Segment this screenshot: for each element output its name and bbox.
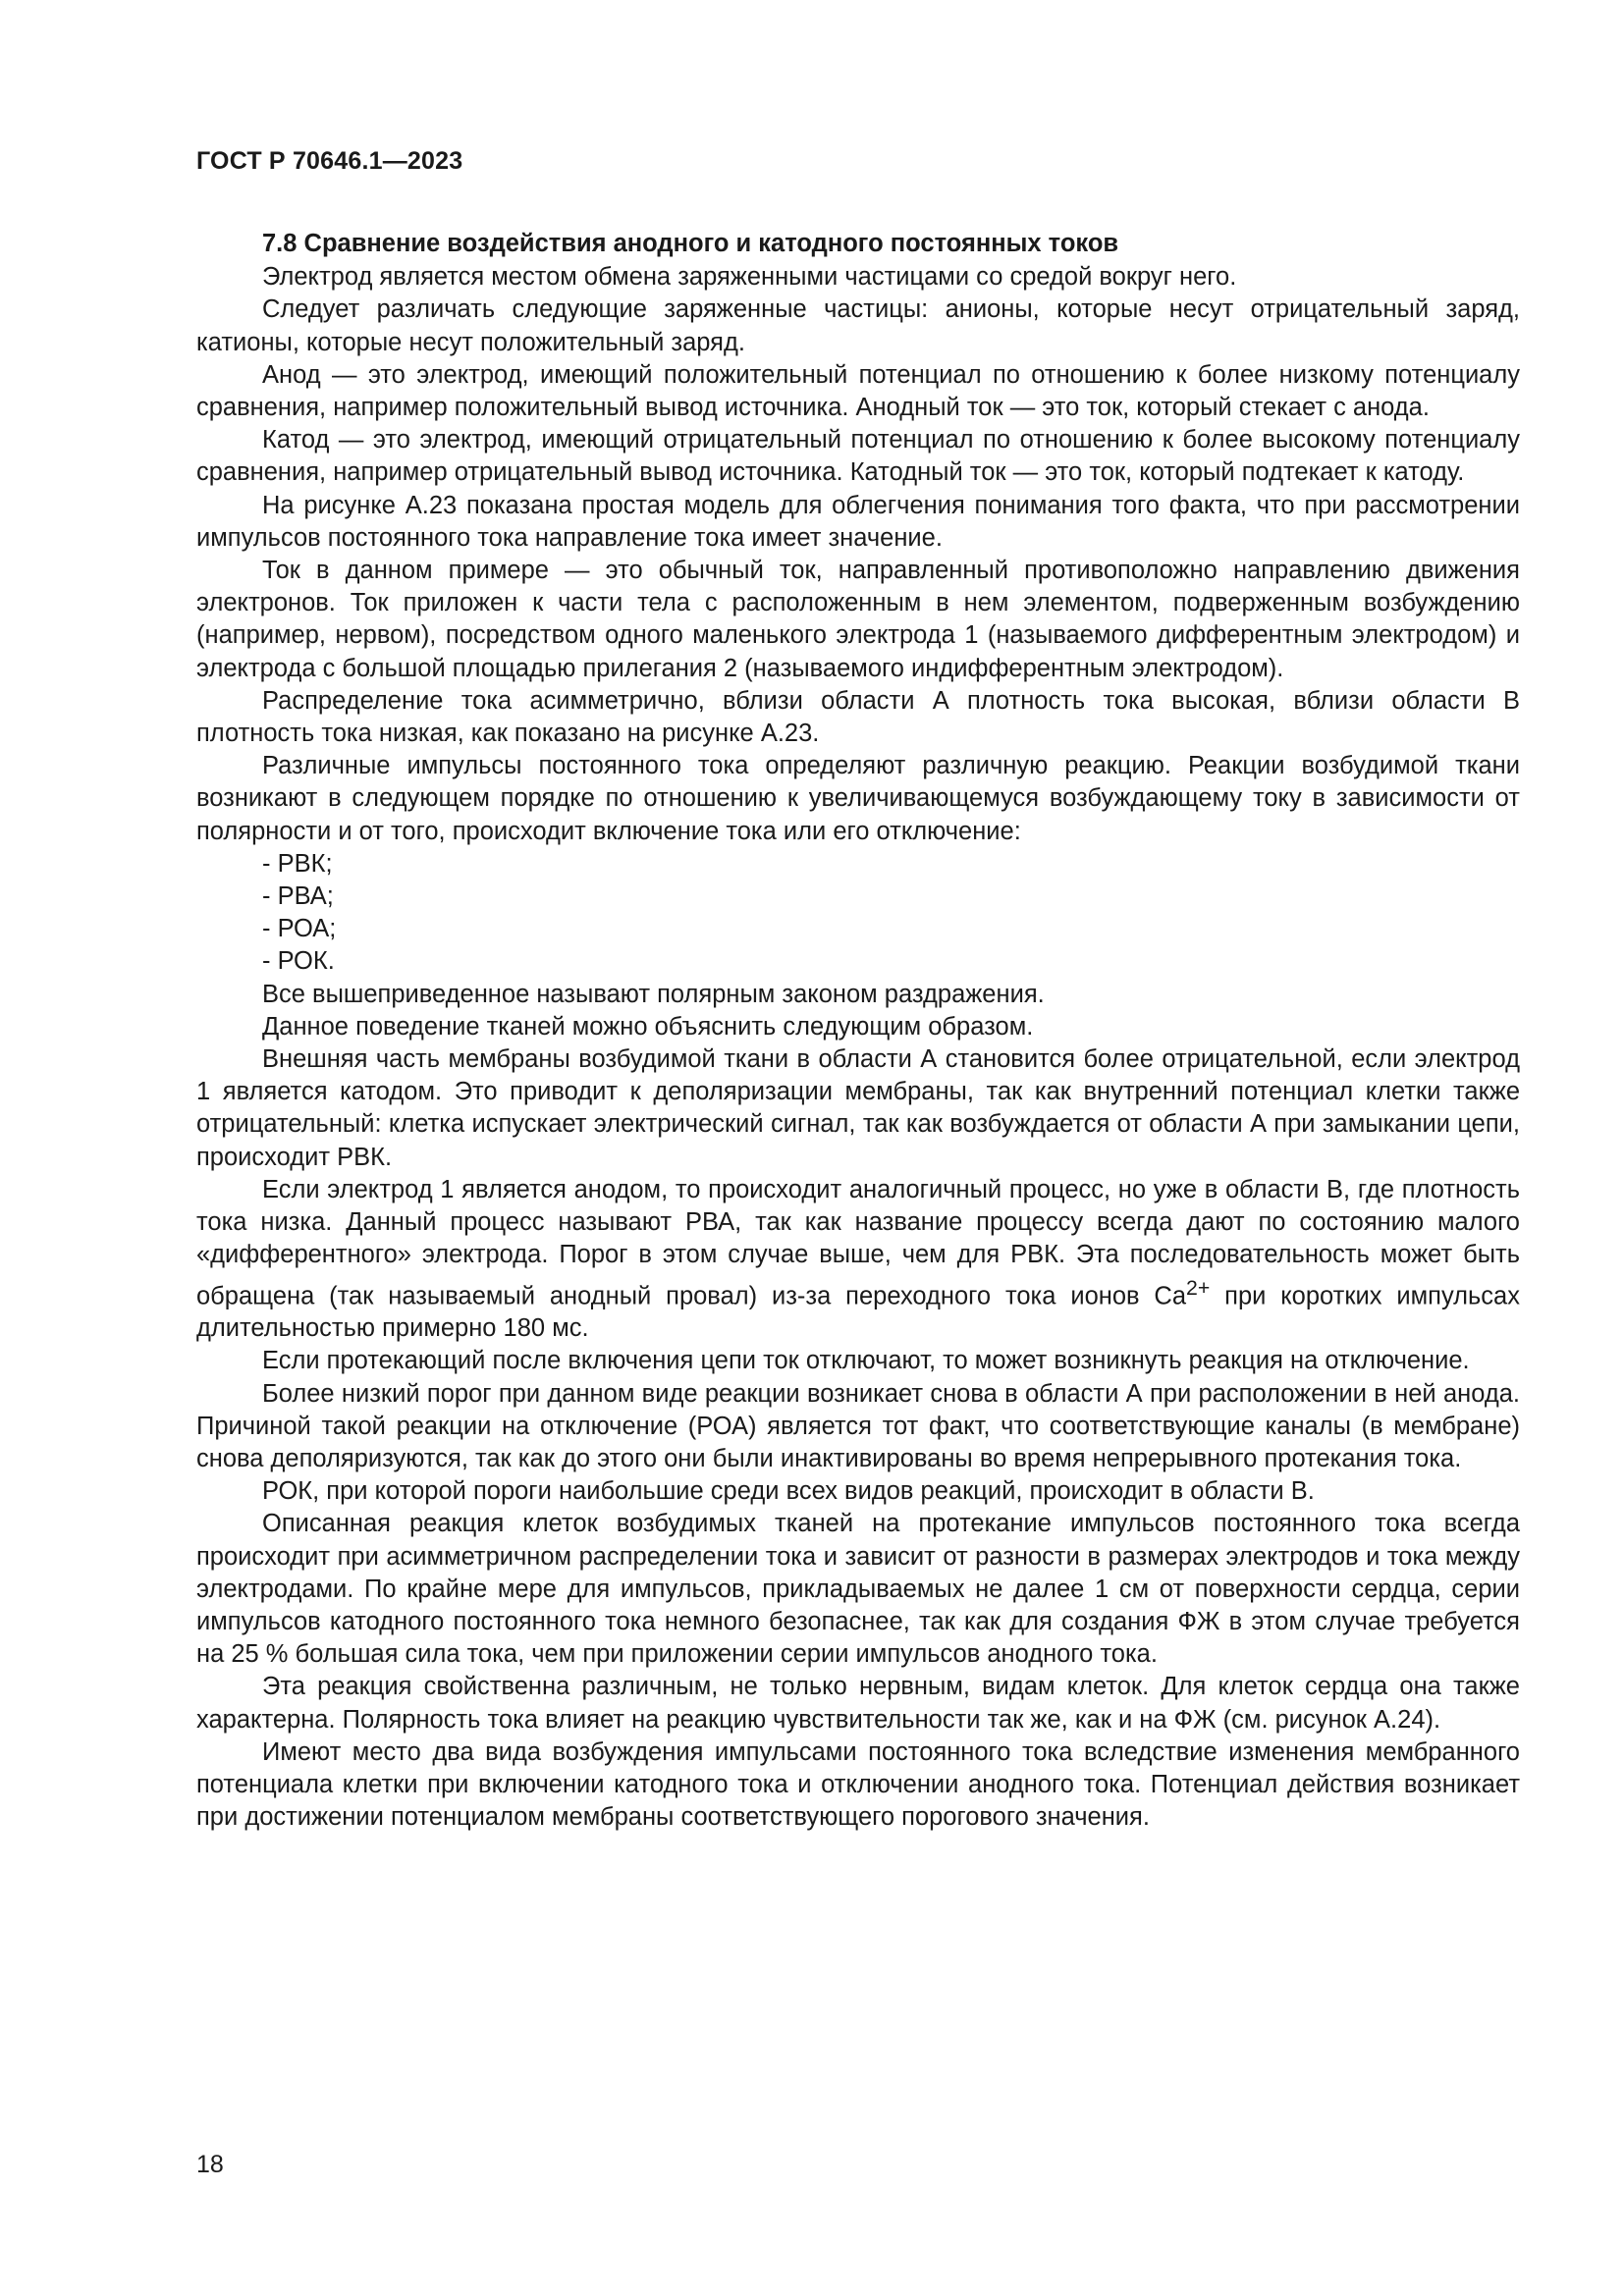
paragraph: На рисунке А.23 показана простая модель для облегчения понимания того факта, что при рассмотрении импульсов постоянного тока направление тока имеет значение. [196,491,1520,552]
list-item: - РВК; [262,848,1520,881]
page-body [196,228,1520,1834]
paragraph: Если протекающий после включения цепи ток отключают, то может возникнуть реакция на отключение. [262,1347,1470,1375]
paragraph: Катод — это электрод, имеющий отрицательный потенциал по отношению к более высокому потенциалу сравнения, например отрицательный вывод источника. Катодный ток — это ток, который подтекает к катоду. [196,426,1520,487]
paragraph-text: при коротких импульсах длительностью примерно 180 мс. [196,1282,1520,1343]
ion-charge-superscript: 2+ [1186,1275,1211,1300]
paragraph: Различные импульсы постоянного тока определяют различную реакцию. Реакции возбудимой ткани возникают в следующем порядке по отношению к увеличивающемуся возбуждающему току в зависимости от полярности и от того, происходит включение тока или его отключение: [196,752,1520,845]
list-item: - РВА; [262,881,1520,913]
paragraph: Более низкий порог при данном виде реакции возникает снова в области А при расположении в ней анода. Причиной такой реакции на отключение (РОА) является тот факт, что соответствующие каналы (в мембране) снова деполяризуются, так как до этого они были инактивированы во время непрерывного протекания тока. [196,1379,1520,1473]
paragraph: Данное поведение тканей можно объяснить следующим образом. [262,1012,1034,1041]
paragraph: Следует различать следующие заряженные частицы: анионы, которые несут отрицательный заряд, катионы, которые несут положительный заряд. [196,295,1520,356]
paragraph: Описанная реакция клеток возбудимых тканей на протекание импульсов постоянного тока всегда происходит при асимметричном распределении тока и зависит от разности в размерах электродов и тока между электродами. По крайне мере для импульсов, прикладываемых не далее 1 см от поверхности сердца, серии импульсов катодного постоянного тока немного безопаснее, так как для создания ФЖ в этом случае требуется на 25 % большая сила тока, чем при приложении серии импульсов анодного тока. [196,1510,1520,1669]
paragraph: Анод — это электрод, имеющий положительный потенциал по отношению к более низкому потенциалу сравнения, например положительный вывод источника. Анодный ток — это ток, который стекает с анода. [196,360,1520,422]
reaction-list [196,848,1520,979]
paragraph: Все вышеприведенное называют полярным законом раздражения. [262,980,1045,1008]
paragraph: Электрод является местом обмена заряженными частицами со средой вокруг него. [262,263,1237,292]
document-header: ГОСТ Р 70646.1—2023 [196,147,463,175]
section-title: 7.8 Сравнение воздействия анодного и катодного постоянных токов [262,230,1119,257]
paragraph: РОК, при которой пороги наибольшие среди всех видов реакций, происходит в области В. [262,1477,1315,1506]
paragraph: Распределение тока асимметрично, вблизи области А плотность тока высокая, вблизи области В плотность тока низкая, как показано на рисунке А.23. [196,686,1520,748]
paragraph: Эта реакция свойственна различным, не только нервным, видам клеток. Для клеток сердца она также характерна. Полярность тока влияет на реакцию чувствительности так же, как и на ФЖ (см. рисунок А.24). [196,1673,1520,1734]
paragraph: Имеют место два вида возбуждения импульсами постоянного тока вследствие изменения мембранного потенциала клетки при включении катодного тока и отключении анодного тока. Потенциал действия возникает при достижении потенциалом мембраны соответствующего порогового значения. [196,1737,1520,1832]
paragraph-calcium [196,1174,1520,1346]
list-item: - РОК. [262,945,1520,978]
list-item: - РОА; [262,913,1520,945]
paragraph: Внешняя часть мембраны возбудимой ткани в области А становится более отрицательной, если электрод 1 является катодом. Это приводит к деполяризации мембраны, так как внутренний потенциал клетки также отрицательный: клетка испускает электрический сигнал, так как возбуждается от области А при замыкании цепи, происходит РВК. [196,1045,1520,1171]
page-number: 18 [196,2151,224,2178]
paragraph-text: Если электрод 1 является анодом, то происходит аналогичный процесс, но уже в области В, где плотность тока низка. Данный процесс называют РВА, так как название процессу всегда дают по состоянию малого «дифферентного» электрода. Порог в этом случае выше, чем для РВК. Эта последовательность может быть обращена (так называемый анодный провал) из-за переходного тока ионов Ca [196,1175,1520,1309]
paragraph: Ток в данном примере — это обычный ток, направленный противоположно направлению движения электронов. Ток приложен к части тела с расположенным в нем элементом, подверженным возбуждению (например, нервом), посредством одного маленького электрода 1 (называемого дифферентным электродом) и электрода с большой площадью прилегания 2 (называемого индифферентным электродом). [196,557,1520,682]
